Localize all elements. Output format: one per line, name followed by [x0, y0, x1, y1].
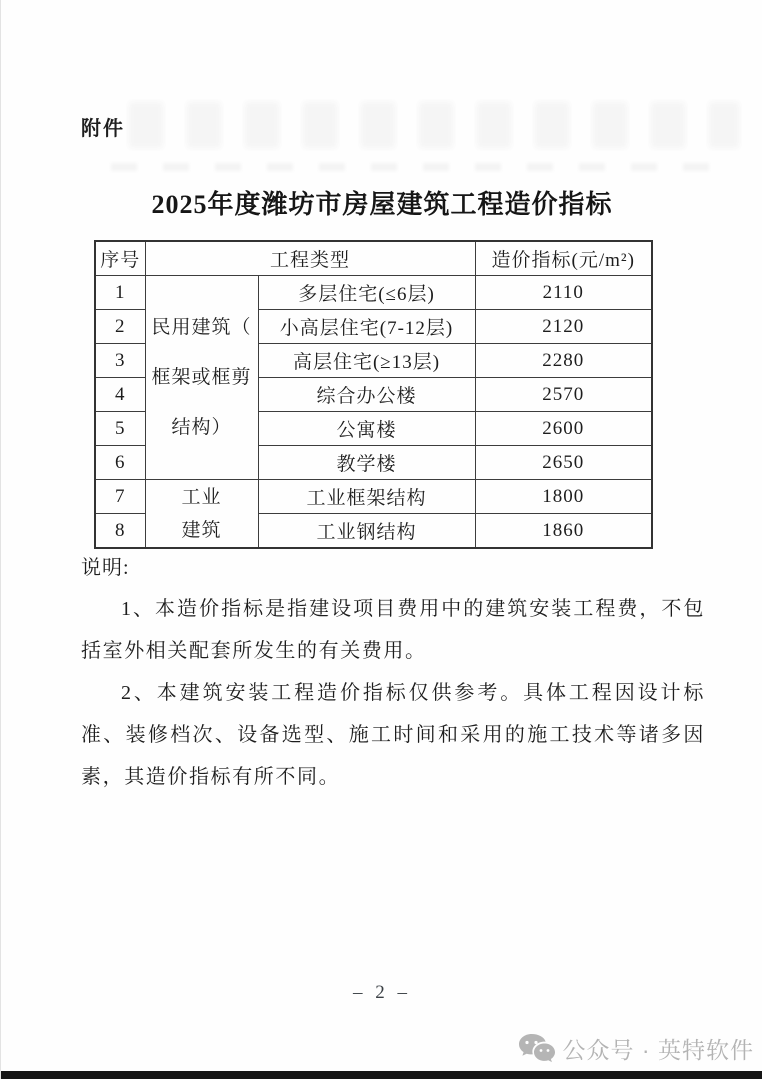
- row-value: 1800: [475, 480, 652, 514]
- row-type: 工业框架结构: [258, 480, 475, 514]
- row-value: 2570: [475, 378, 652, 412]
- group-cell-industrial: [145, 480, 258, 549]
- col-header-cost: 造价指标(元/m²): [475, 241, 652, 276]
- row-no: 1: [95, 276, 145, 310]
- watermark: [517, 1032, 754, 1065]
- table-row: [95, 276, 652, 310]
- notes-heading: 说明:: [81, 557, 130, 579]
- row-value: 2600: [475, 412, 652, 446]
- row-no: 7: [95, 480, 145, 514]
- group-label-line: 建筑: [181, 519, 222, 541]
- page-title: 2025年度潍坊市房屋建筑工程造价指标: [151, 190, 613, 219]
- row-value: 2650: [475, 446, 652, 480]
- row-type: 多层住宅(≤6层): [258, 276, 475, 310]
- row-type: 工业钢结构: [258, 514, 475, 549]
- row-type: 公寓楼: [258, 412, 475, 446]
- bleedthrough-dashes-artifact: [111, 163, 711, 171]
- row-no: 6: [95, 446, 145, 480]
- row-type: 综合办公楼: [258, 378, 475, 412]
- row-no: 3: [95, 344, 145, 378]
- row-value: 2110: [475, 276, 652, 310]
- scan-footer-bar: [1, 1071, 762, 1079]
- group-label-line: 框架或框剪: [151, 366, 252, 388]
- row-no: 4: [95, 378, 145, 412]
- table-row: [95, 480, 652, 514]
- attachment-label: 附件: [81, 118, 125, 140]
- table-header-row: [95, 241, 652, 276]
- row-no: 2: [95, 310, 145, 344]
- group-label-line: 工业: [181, 486, 222, 508]
- bleedthrough-artifact: [129, 102, 739, 148]
- row-value: 2120: [475, 310, 652, 344]
- row-value: 1860: [475, 514, 652, 549]
- wechat-icon: [517, 1033, 555, 1065]
- row-type: 教学楼: [258, 446, 475, 480]
- row-type: 小高层住宅(7-12层): [258, 310, 475, 344]
- page-number: – 2 –: [353, 982, 411, 1003]
- group-cell-civil: [145, 276, 258, 480]
- row-no: 8: [95, 514, 145, 549]
- watermark-text: 公众号 · 英特软件: [562, 1037, 754, 1063]
- row-type: 高层住宅(≥13层): [258, 344, 475, 378]
- row-value: 2280: [475, 344, 652, 378]
- note-item-2: 2、本建筑安装工程造价指标仅供参考。具体工程因设计标准、装修档次、设备选型、施工时间和采用的施工技术等诸多因素，其造价指标有所不同。: [81, 682, 705, 788]
- row-no: 5: [95, 412, 145, 446]
- col-header-no: 序号: [95, 241, 145, 276]
- cost-index-table: [94, 240, 653, 549]
- group-label-line: 民用建筑（: [151, 316, 252, 338]
- group-label-line: 结构）: [171, 416, 232, 438]
- col-header-type: 工程类型: [145, 241, 475, 276]
- note-item-1: 1、本造价指标是指建设项目费用中的建筑安装工程费，不包括室外相关配套所发生的有关费用。: [81, 598, 705, 662]
